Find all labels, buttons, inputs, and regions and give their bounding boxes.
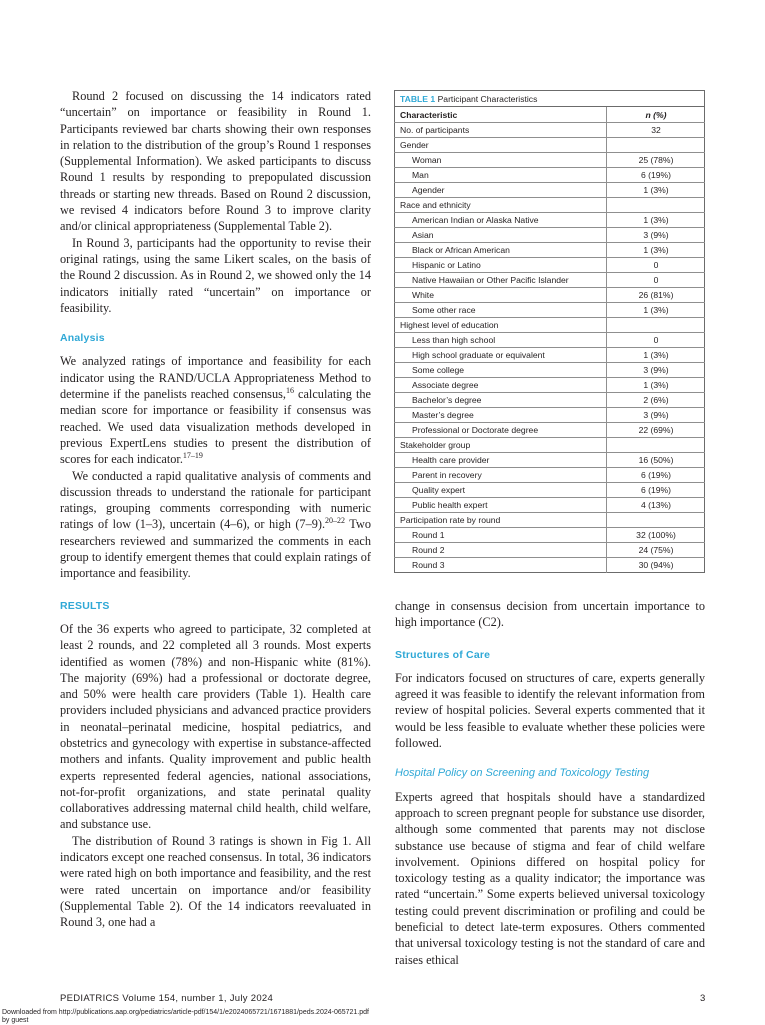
table-row (395, 543, 705, 558)
paragraph-results: Of the 36 experts who agreed to participate, 32 completed at least 2 rounds, and 22 completed all 3 rounds. Most experts identified as women (78%) and non-Hispanic white (81%). The majority (69%) had a professional or doctorate degree, and 50% were health care providers (Table 1). Health care providers included physicians and advanced practice providers in neonatal–perinatal medicine, hospital pediatrics, and obstetrics and gynecology with expertise in substance-affected mothers and infants. Quality improvement and public health experts represented federal agencies, national associations, not-for-profit organizations, and state perinatal quality collaboratives addressing maternal child health, child welfare, and substance use. (60, 621, 371, 832)
row-label: No. of participants (395, 123, 607, 138)
row-label: Less than high school (395, 333, 607, 348)
row-value: 25 (78%) (607, 153, 705, 168)
row-value: 6 (19%) (607, 168, 705, 183)
page-number: 3 (700, 993, 706, 1004)
analysis-heading: Analysis (60, 332, 105, 345)
table-row (395, 378, 705, 393)
table-row (395, 483, 705, 498)
row-label: Woman (395, 153, 607, 168)
row-label: Gender (395, 138, 607, 153)
row-label: Associate degree (395, 378, 607, 393)
paragraph-analysis: We analyzed ratings of importance and feasibility for each indicator using the RAND/UCLA Appropriateness Method to determine if the panelists reached consensus,$^{16}$ calculating the median score for importance or feasibility if consensus was reached. We used data visualization methods developed in previous ExpertLens studies to present the distribution of scores for each indicator.$^{17-19}$ (60, 354, 371, 467)
row-label: Stakeholder group (395, 438, 607, 453)
table-row (395, 348, 705, 363)
hospital-policy-subheading: Hospital Policy on Screening and Toxicology Testing (395, 767, 650, 780)
journal-footer: PEDIATRICS Volume 154, number 1, July 2024 (60, 993, 274, 1004)
row-value (607, 438, 705, 453)
table-row (395, 528, 705, 543)
download-link[interactable]: Downloaded from http://publications.aap.org/pediatrics/article-pdf/154/1/e2024065721/1671881/peds.2024-065721.pdf (2, 1009, 369, 1016)
row-label: Quality expert (395, 483, 607, 498)
table-row (395, 168, 705, 183)
row-value: 22 (69%) (607, 423, 705, 438)
row-label: Highest level of education (395, 318, 607, 333)
row-value: 1 (3%) (607, 378, 705, 393)
table-row (395, 153, 705, 168)
row-label: Some other race (395, 303, 607, 318)
paragraph-round3: In Round 3, participants had the opportunity to revise their original ratings, using the same Likert scales, on the basis of the Round 2 discussion. As in Round 2, we showed only the 14 indicators initially rated “uncertain” on importance or feasibility. (60, 235, 371, 315)
row-label: Public health expert (395, 498, 607, 513)
paragraph-structures: For indicators focused on structures of care, experts generally agreed it was feasible to identify the relevant information from review of hospital policies. Several experts commented that it would be less feasible to evaluate whether these policies were followed. (395, 670, 705, 751)
table-row (395, 228, 705, 243)
row-value (607, 513, 705, 528)
row-label: Hispanic or Latino (395, 258, 607, 273)
row-label: Professional or Doctorate degree (395, 423, 607, 438)
table-row (395, 408, 705, 423)
results-heading: RESULTS (60, 599, 110, 612)
table-caption (395, 91, 705, 107)
row-label: Parent in recovery (395, 468, 607, 483)
row-value: 24 (75%) (607, 543, 705, 558)
left-column (60, 88, 371, 931)
row-label: Some college (395, 363, 607, 378)
table-row (395, 198, 705, 213)
table-row (395, 183, 705, 198)
row-label: American Indian or Alaska Native (395, 213, 607, 228)
table-row (395, 213, 705, 228)
row-label: Black or African American (395, 243, 607, 258)
paragraph-round2: Round 2 focused on discussing the 14 indicators rated “uncertain” on importance or feasibility in Round 1. Participants reviewed bar charts showing their own responses in relation to the distribution of the group’s Round 1 responses (Supplemental Information). We asked participants to discuss Round 1 results by responding to prepopulated discussion threads or starting new threads. Based on Round 2 discussion, we revised 4 indicators before Round 3 to improve clarity and/or clinical appropriateness (Supplemental Table 2). (60, 89, 371, 234)
table-label: TABLE 1 (400, 93, 436, 104)
row-label: Round 1 (395, 528, 607, 543)
paragraph-consensus-change: change in consensus decision from uncertain importance to high importance (C2). (395, 599, 705, 630)
table-row (395, 123, 705, 138)
row-value: 16 (50%) (607, 453, 705, 468)
row-label: Asian (395, 228, 607, 243)
row-label: Race and ethnicity (395, 198, 607, 213)
table-row (395, 258, 705, 273)
row-value: 2 (6%) (607, 393, 705, 408)
table-title: Participant Characteristics (437, 93, 538, 104)
row-value: 1 (3%) (607, 348, 705, 363)
row-value: 4 (13%) (607, 498, 705, 513)
row-value: 3 (9%) (607, 228, 705, 243)
table-row (395, 393, 705, 408)
citation: 17–19 (182, 451, 203, 461)
row-value: 32 (100%) (607, 528, 705, 543)
table-row (395, 333, 705, 348)
table-row (395, 138, 705, 153)
row-label: Bachelor’s degree (395, 393, 607, 408)
table-row (395, 273, 705, 288)
row-value: 0 (607, 333, 705, 348)
row-value: 1 (3%) (607, 303, 705, 318)
paragraph-hospital-policy: Experts agreed that hospitals should have a standardized approach to screen pregnant people for substance use disorder, although some commented that parents may not disclose substance use because of stigma and fear of child welfare involvement. Opinions differed on hospital policy for toxicology testing as a quality indicator; the importance was rated “uncertain.” Some experts believed universal toxicology testing could prevent discrimination or profiling and could be beneficial to detect late-term exposures. Others commented that universal toxicology testing is not the standard of care and raises ethical (395, 789, 705, 967)
row-value (607, 138, 705, 153)
right-column (395, 598, 705, 968)
table-row (395, 558, 705, 573)
row-label: Participation rate by round (395, 513, 607, 528)
row-label: White (395, 288, 607, 303)
structures-heading: Structures of Care (395, 648, 491, 661)
table-row (395, 303, 705, 318)
table-header (395, 107, 705, 123)
table-row (395, 453, 705, 468)
row-value: 1 (3%) (607, 183, 705, 198)
row-label: Native Hawaiian or Other Pacific Islander (395, 273, 607, 288)
table-row (395, 513, 705, 528)
row-value: 1 (3%) (607, 243, 705, 258)
table-row (395, 363, 705, 378)
row-value: 3 (9%) (607, 408, 705, 423)
row-label: High school graduate or equivalent (395, 348, 607, 363)
row-value: 6 (19%) (607, 483, 705, 498)
table-row (395, 318, 705, 333)
header-n-percent: n (%) (607, 107, 705, 123)
row-value: 0 (607, 273, 705, 288)
row-value: 3 (9%) (607, 363, 705, 378)
row-value: 6 (19%) (607, 468, 705, 483)
row-value: 26 (81%) (607, 288, 705, 303)
header-characteristic: Characteristic (395, 107, 607, 123)
row-value: 0 (607, 258, 705, 273)
row-label: Health care provider (395, 453, 607, 468)
participant-characteristics-table (394, 90, 705, 573)
row-value (607, 198, 705, 213)
table-row (395, 288, 705, 303)
paragraph-distribution: The distribution of Round 3 ratings is shown in Fig 1. All indicators except one reached consensus. In total, 36 indicators were rated high on both importance and feasibility, and the rest were rated uncertain on importance and/or feasibility (Supplemental Table 2). Of the 14 indicators reevaluated in Round 3, one had a (60, 833, 371, 930)
table-row (395, 243, 705, 258)
table-row (395, 468, 705, 483)
citation: 20–22 (325, 516, 346, 526)
row-label: Agender (395, 183, 607, 198)
citation: 16 (285, 385, 294, 395)
paragraph-qualitative: We conducted a rapid qualitative analysis of comments and discussion threads to understand the rationale for participant ratings, grouping comments corresponding with numeric ratings of low (1–3), uncertain (4–6), or high (7–9).$^{20-22}$ Two researchers reviewed and summarized the comments in each group to identify emergent themes that could explain ratings of importance and feasibility. (60, 468, 371, 581)
row-label: Round 2 (395, 543, 607, 558)
row-label: Man (395, 168, 607, 183)
table-row (395, 423, 705, 438)
download-guest: by guest (2, 1017, 29, 1024)
row-value: 32 (607, 123, 705, 138)
row-value: 1 (3%) (607, 213, 705, 228)
row-value (607, 318, 705, 333)
table-row (395, 438, 705, 453)
row-label: Master’s degree (395, 408, 607, 423)
download-notice (2, 1009, 502, 1025)
row-value: 30 (94%) (607, 558, 705, 573)
row-label: Round 3 (395, 558, 607, 573)
table-row (395, 498, 705, 513)
